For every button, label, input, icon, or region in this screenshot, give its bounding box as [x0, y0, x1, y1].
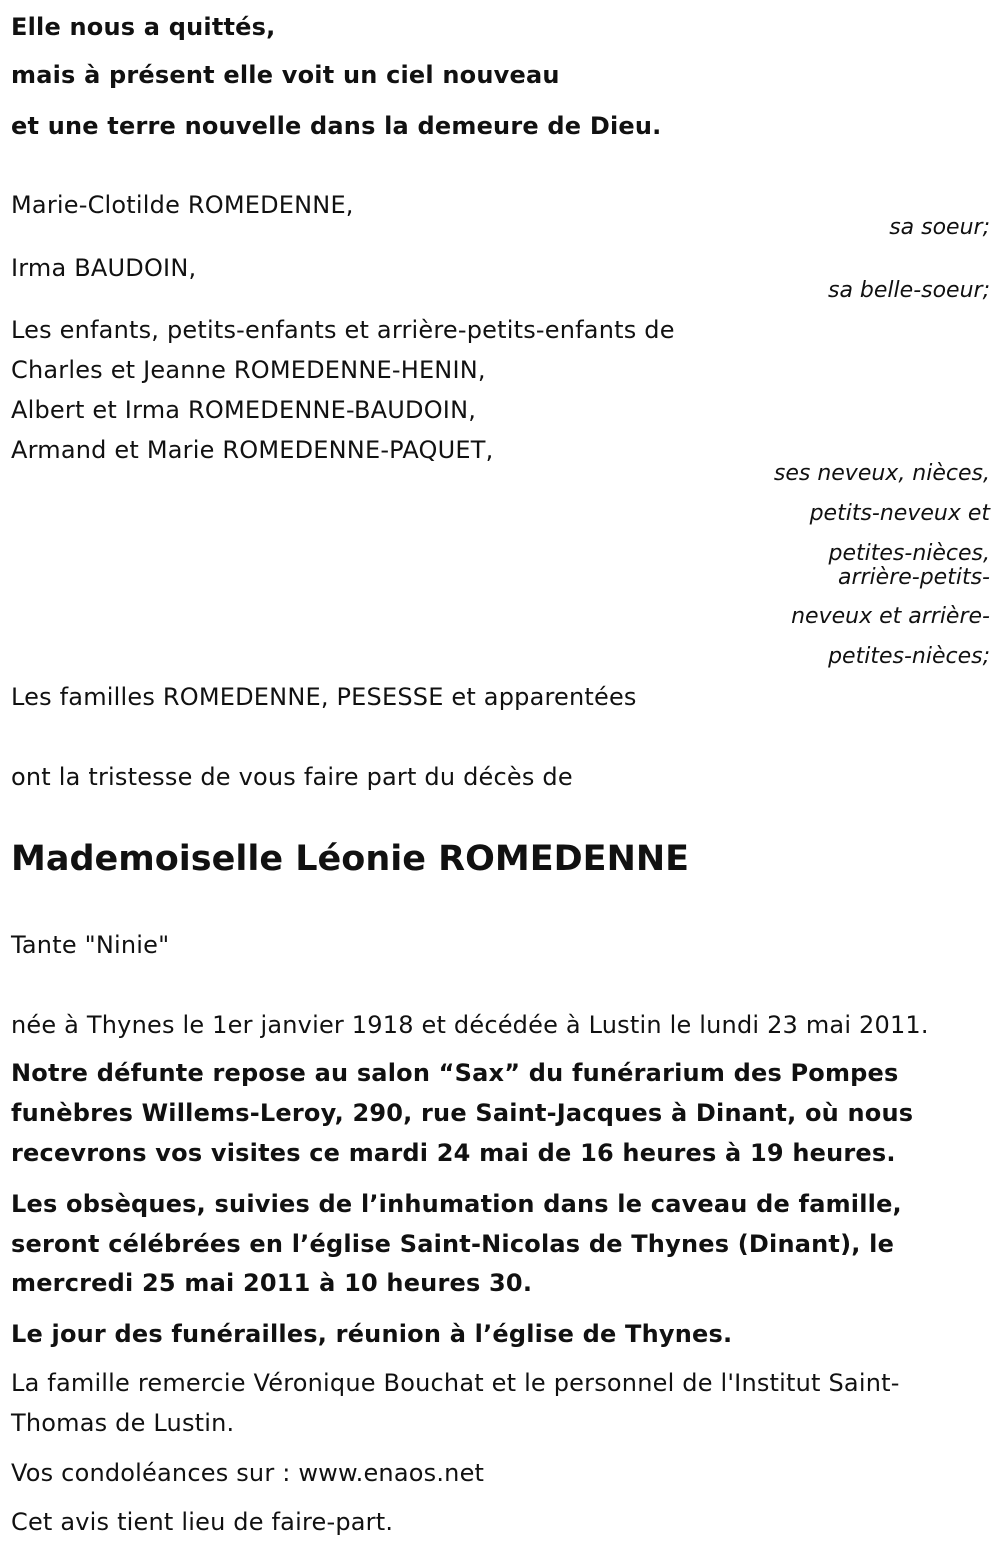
descendants-role-5: neveux et arrière- — [791, 604, 990, 629]
thanks-line-2: Thomas de Lustin. — [11, 1409, 235, 1437]
descendants-role-3: petites-nièces, — [828, 541, 990, 566]
announcement: ont la tristesse de vous faire part du décès de — [11, 763, 573, 791]
sister-in-law-name: Irma BAUDOIN, — [11, 254, 197, 282]
couple-baudoin: Albert et Irma ROMEDENNE-BAUDOIN, — [11, 396, 477, 424]
sister-name: Marie-Clotilde ROMEDENNE, — [11, 191, 354, 219]
funeral-line-2: seront célébrées en l’église Saint-Nicolas de Thynes (Dinant), le — [11, 1230, 895, 1258]
deceased-name: Mademoiselle Léonie ROMEDENNE — [11, 839, 690, 879]
descendants-role-1: ses neveux, nièces, — [773, 461, 990, 486]
funeral-line-1: Les obsèques, suivies de l’inhumation dans le caveau de famille, — [11, 1190, 902, 1218]
descendants-role-2: petits-neveux et — [809, 501, 990, 526]
epitaph-line-3: et une terre nouvelle dans la demeure de Dieu. — [11, 112, 662, 140]
descendants-role-4: arrière-petits- — [837, 565, 990, 590]
funeral-line-3: mercredi 25 mai 2011 à 10 heures 30. — [11, 1269, 533, 1297]
descendants-intro: Les enfants, petits-enfants et arrière-petits-enfants de — [11, 316, 675, 344]
thanks-line-1: La famille remercie Véronique Bouchat et le personnel de l'Institut Saint- — [11, 1369, 900, 1397]
descendants-role-6: petites-nièces; — [828, 644, 990, 669]
sister-in-law-role: sa belle-soeur; — [828, 278, 990, 303]
couple-henin: Charles et Jeanne ROMEDENNE-HENIN, — [11, 356, 486, 384]
visitation-line-1: Notre défunte repose au salon “Sax” du funérarium des Pompes — [11, 1059, 899, 1087]
deceased-dates: née à Thynes le 1er janvier 1918 et décédée à Lustin le lundi 23 mai 2011. — [11, 1011, 929, 1039]
related-families: Les familles ROMEDENNE, PESESSE et apparentées — [11, 683, 637, 711]
deceased-nickname: Tante "Ninie" — [11, 931, 170, 959]
notice-line: Cet avis tient lieu de faire-part. — [11, 1508, 394, 1536]
visitation-line-3: recevrons vos visites ce mardi 24 mai de 16 heures à 19 heures. — [11, 1139, 896, 1167]
epitaph-line-1: Elle nous a quittés, — [11, 13, 276, 41]
meeting-notice: Le jour des funérailles, réunion à l’église de Thynes. — [11, 1320, 733, 1348]
couple-paquet: Armand et Marie ROMEDENNE-PAQUET, — [11, 436, 494, 464]
epitaph-line-2: mais à présent elle voit un ciel nouveau — [11, 61, 560, 89]
visitation-line-2: funèbres Willems-Leroy, 290, rue Saint-Jacques à Dinant, où nous — [11, 1099, 914, 1127]
sister-role: sa soeur; — [889, 215, 990, 240]
condolences-line: Vos condoléances sur : www.enaos.net — [11, 1459, 485, 1487]
